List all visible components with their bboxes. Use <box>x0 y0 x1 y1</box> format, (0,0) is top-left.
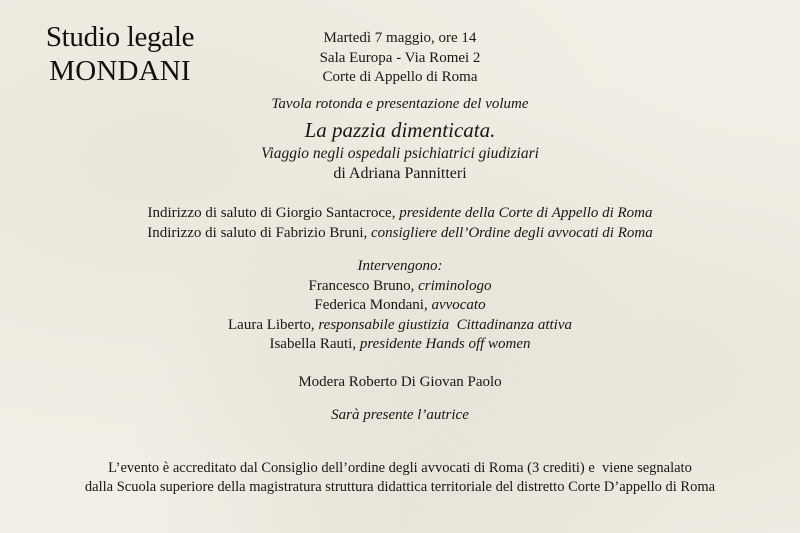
panel-heading: Intervengono: <box>357 258 443 274</box>
greeting-prefix: Indirizzo di saluto di <box>147 224 272 241</box>
speaker-name: Laura Liberto, <box>228 316 315 333</box>
organizer-line-1: Studio legale <box>45 21 195 53</box>
speaker-row <box>0 335 800 355</box>
accreditation-line-2: dalla Scuola superiore della magistratura struttura didattica territoriale del distretto Corte D’appello di Roma <box>84 479 716 495</box>
greeting-role: consigliere dell’Ordine degli avvocati di Roma <box>370 224 653 241</box>
speaker-role: avvocato <box>431 297 486 313</box>
speaker-name: Federica Mondani, <box>314 297 428 313</box>
book-title: La pazzia dimenticata. <box>304 118 496 142</box>
speaker-row <box>0 277 800 297</box>
moderator: Modera Roberto Di Giovan Paolo <box>298 374 502 390</box>
organizer-line-2: MONDANI <box>49 55 191 87</box>
greeting-prefix: Indirizzo di saluto di <box>147 205 273 221</box>
speaker-row <box>0 316 800 336</box>
greeting-role: presidente della Corte di Appello di Roma <box>399 205 653 221</box>
speaker-role: presidente Hands off women <box>359 336 531 352</box>
book-intro: Tavola rotonda e presentazione del volume <box>271 96 529 112</box>
speaker-name: Francesco Bruno, <box>308 277 415 294</box>
event-room: Sala Europa - Via Romei 2 <box>319 49 481 66</box>
speaker-role: responsabile giustizia Cittadinanza attiva <box>318 316 572 333</box>
book-author: di Adriana Pannitteri <box>333 165 467 182</box>
greeting-row <box>0 224 800 244</box>
accreditation <box>0 459 800 497</box>
greeting-name: Giorgio Santacroce, <box>275 205 396 221</box>
event-info <box>300 29 500 88</box>
organizer-logo <box>20 20 220 88</box>
greeting-name: Fabrizio Bruni, <box>275 224 368 241</box>
event-date-time: Martedì 7 maggio, ore 14 <box>323 30 477 46</box>
panel <box>0 257 800 355</box>
accreditation-line-1: L’evento è accreditato dal Consiglio dell’ordine degli avvocati di Roma (3 crediti) e viene segnalato <box>108 460 692 476</box>
event-venue: Corte di Appello di Roma <box>322 69 478 85</box>
greetings <box>0 204 800 243</box>
speaker-role: criminologo <box>418 277 492 294</box>
author-note: Sarà presente l’autrice <box>331 407 469 423</box>
speaker-row <box>0 296 800 316</box>
speaker-name: Isabella Rauti, <box>269 336 357 352</box>
book-subtitle: Viaggio negli ospedali psichiatrici giudiziari <box>261 145 539 162</box>
greeting-row <box>0 204 800 224</box>
